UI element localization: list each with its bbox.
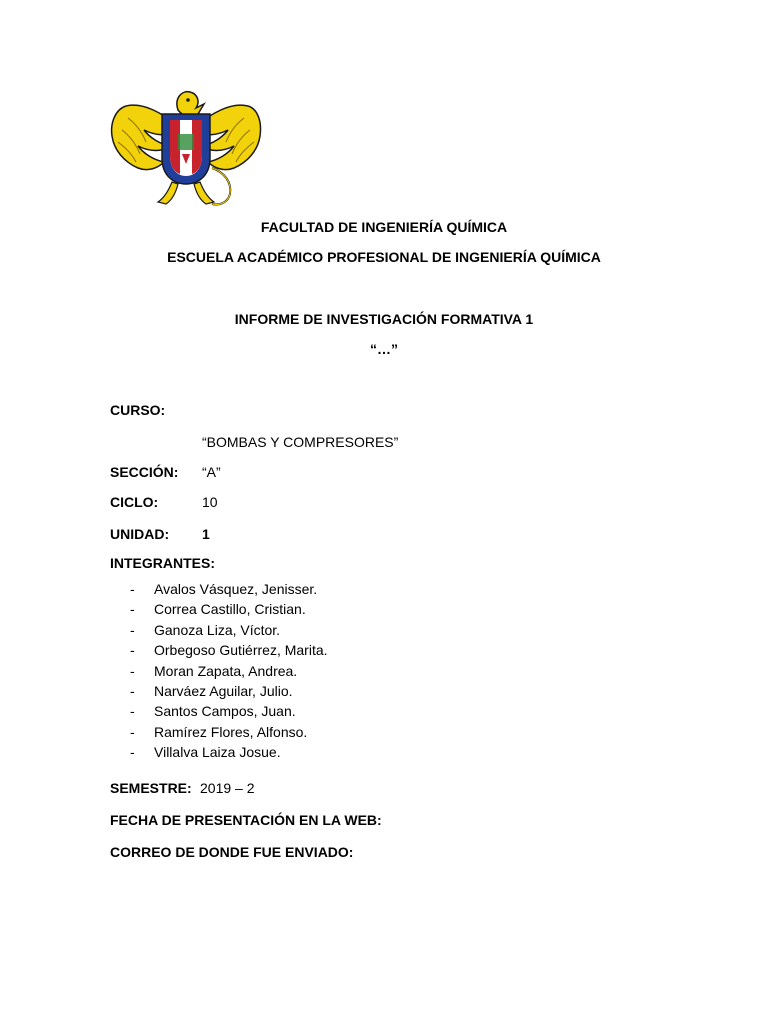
integrantes-label: INTEGRANTES:	[110, 555, 215, 571]
member-name: Moran Zapata, Andrea.	[154, 662, 298, 679]
bullet-dash: -	[130, 601, 135, 618]
correo-enviado-label: CORREO DE DONDE FUE ENVIADO:	[110, 844, 354, 860]
seccion-value: “A”	[202, 464, 221, 480]
bullet-dash: -	[130, 744, 135, 761]
bullet-dash: -	[130, 581, 135, 597]
member-name: Ganoza Liza, Víctor.	[154, 621, 281, 638]
semestre-label: SEMESTRE:	[110, 780, 192, 796]
member-name: Ramírez Flores, Alfonso.	[154, 723, 308, 740]
member-name: Villalva Laiza Josue.	[154, 744, 281, 761]
list-item	[130, 599, 328, 619]
list-item	[130, 722, 328, 742]
seccion-label: SECCIÓN:	[110, 464, 179, 480]
list-item	[130, 701, 328, 721]
bullet-dash: -	[130, 682, 135, 699]
members-list	[130, 579, 328, 763]
fecha-presentacion-label: FECHA DE PRESENTACIÓN EN LA WEB:	[110, 812, 382, 828]
curso-label: CURSO:	[110, 402, 166, 418]
report-title: INFORME DE INVESTIGACIÓN FORMATIVA 1	[234, 311, 534, 327]
curso-value: “BOMBAS Y COMPRESORES”	[202, 434, 399, 450]
member-name: Avalos Vásquez, Jenisser.	[154, 581, 318, 597]
semestre-value: 2019 – 2	[200, 780, 255, 796]
list-item	[130, 579, 328, 599]
unidad-label: UNIDAD:	[110, 526, 170, 542]
report-subtitle: “…”	[370, 341, 398, 357]
bullet-dash: -	[130, 662, 135, 679]
ciclo-label: CICLO:	[110, 494, 159, 510]
list-item	[130, 661, 328, 681]
bullet-dash: -	[130, 703, 135, 720]
member-name: Orbegoso Gutiérrez, Marita.	[154, 642, 328, 659]
bullet-dash: -	[130, 723, 135, 740]
ciclo-value: 10	[202, 494, 218, 510]
member-name: Santos Campos, Juan.	[154, 703, 296, 720]
faculty-heading: FACULTAD DE INGENIERÍA QUÍMICA	[260, 219, 508, 235]
member-name: Correa Castillo, Cristian.	[154, 601, 306, 618]
member-name: Narváez Aguilar, Julio.	[154, 682, 293, 699]
list-item	[130, 640, 328, 660]
bullet-dash: -	[130, 642, 135, 659]
school-heading: ESCUELA ACADÉMICO PROFESIONAL DE INGENIERÍA QUÍMICA	[167, 249, 601, 265]
list-item	[130, 681, 328, 701]
university-crest-logo	[108, 88, 264, 210]
bullet-dash: -	[130, 621, 135, 638]
list-item	[130, 620, 328, 640]
list-item	[130, 742, 328, 762]
unidad-value: 1	[202, 526, 210, 542]
